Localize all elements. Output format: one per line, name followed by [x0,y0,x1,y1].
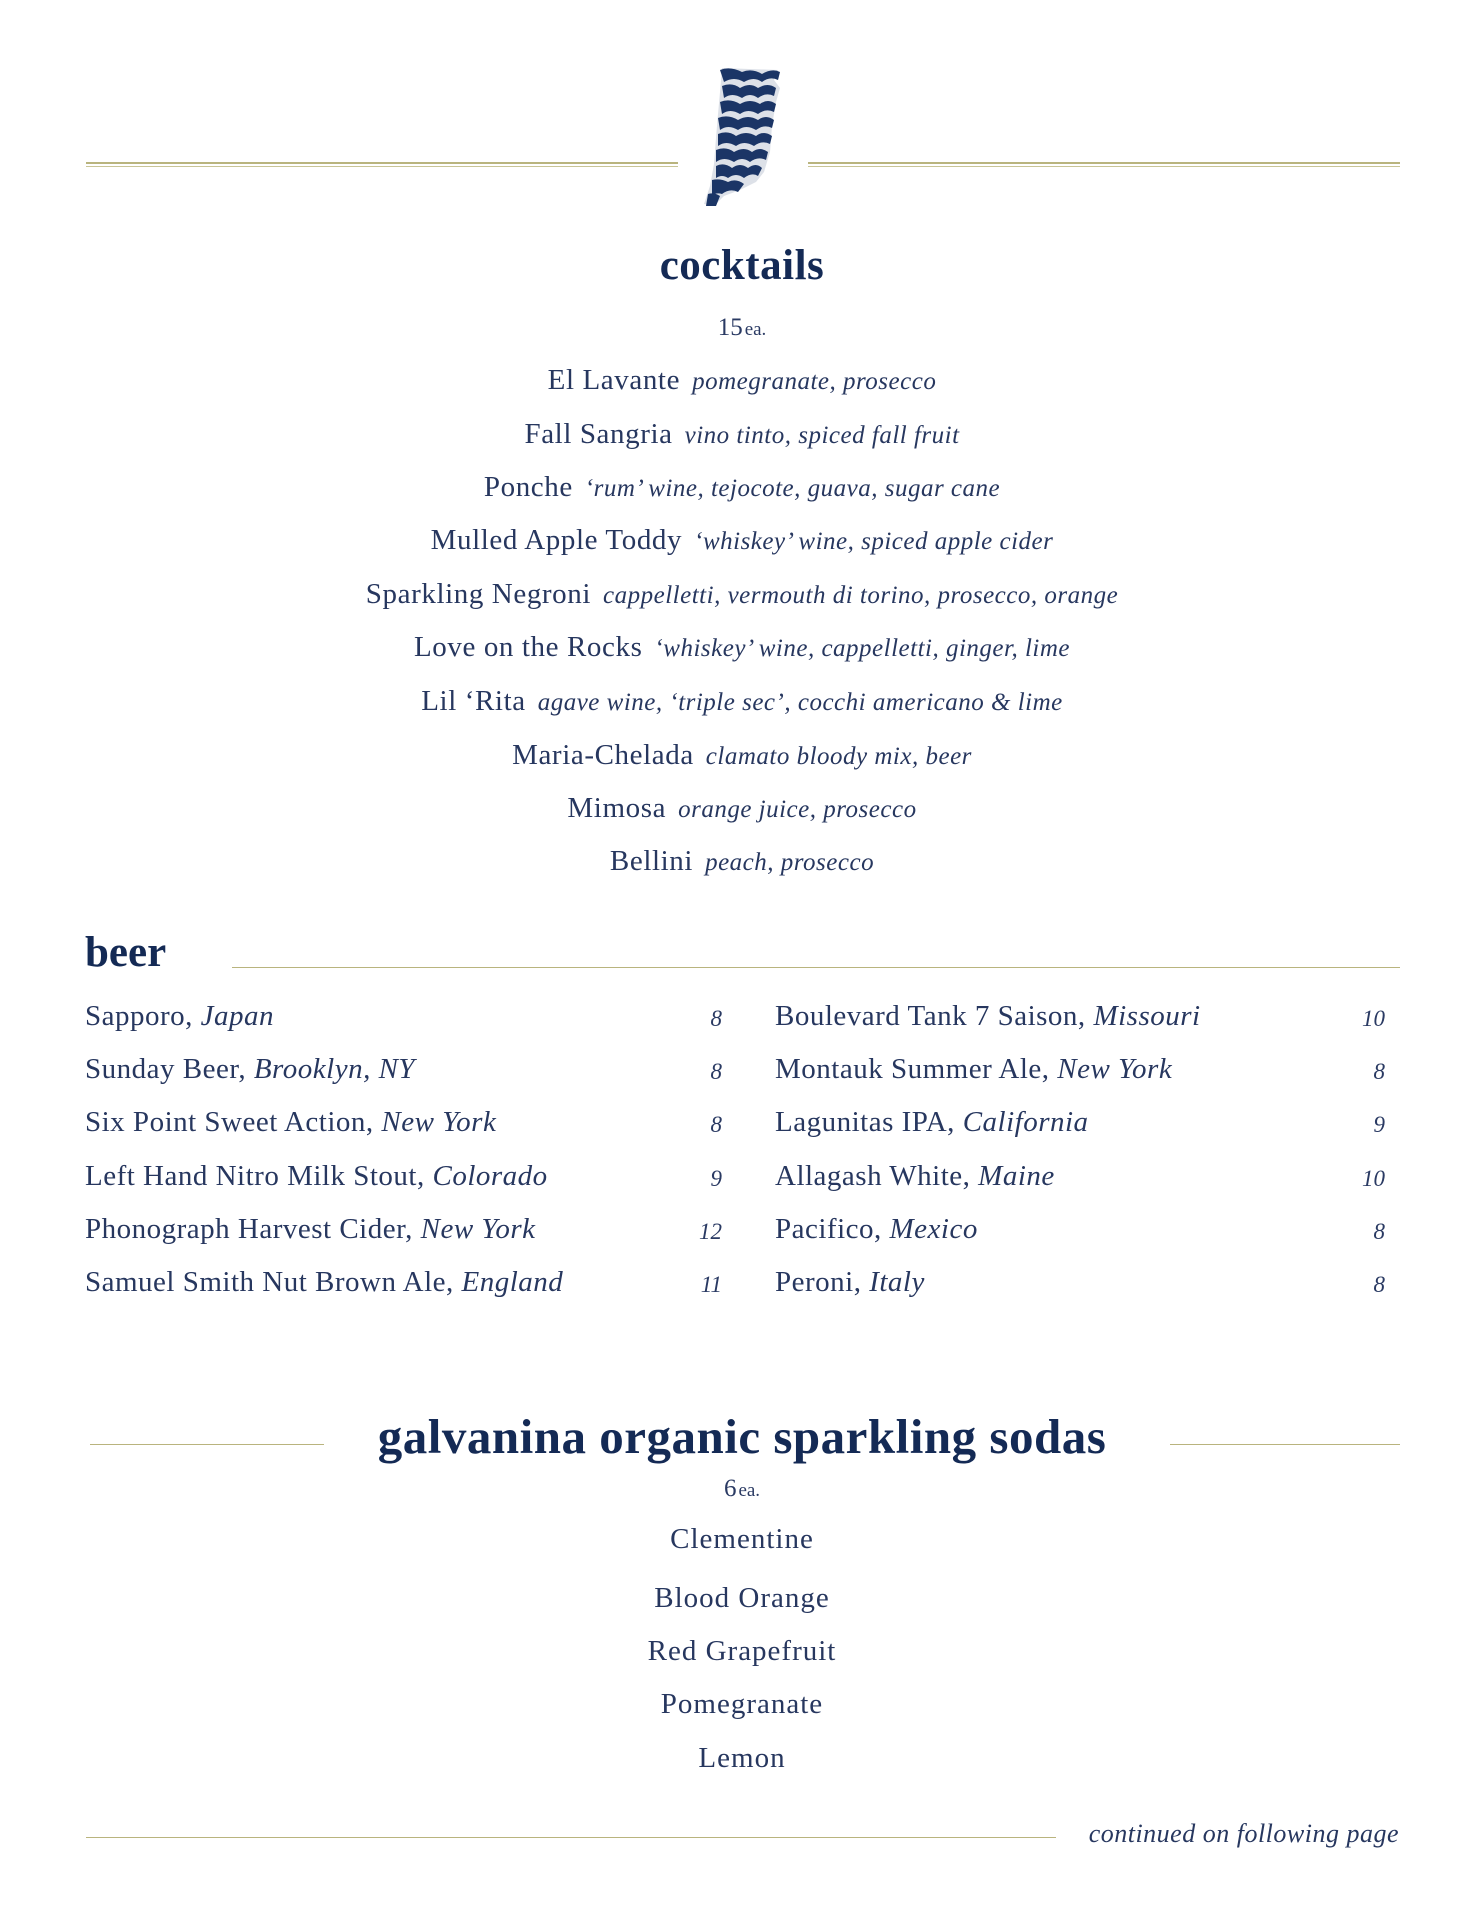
beer-origin: Italy [869,1266,925,1298]
sodas-price-value: 6 [723,1475,737,1502]
beer-price: 9 [710,1166,722,1191]
beer-origin: England [461,1266,564,1298]
cocktail-desc: cappelletti, vermouth di torino, prosecco, orange [603,582,1119,609]
beer-item [85,1213,536,1246]
beer-origin: New York [1057,1053,1173,1085]
beer-item [85,1160,548,1193]
beer-name: Samuel Smith Nut Brown Ale, [85,1266,462,1298]
sodas-heading: galvanina organic sparkling sodas [377,1409,1107,1464]
cocktail-name: Lil ‘Rita [421,685,526,717]
header-rule-left [86,162,678,167]
beer-price: 8 [710,1112,722,1137]
beer-price: 8 [1373,1059,1385,1084]
soda-item: Blood Orange [654,1582,830,1614]
beer-origin: Brooklyn, NY [253,1053,416,1085]
beer-name: Boulevard Tank 7 Saison, [775,1000,1094,1032]
soda-item: Red Grapefruit [647,1635,837,1667]
cocktails-price-value: 15 [717,314,743,341]
beer-name: Phonograph Harvest Cider, [85,1213,421,1245]
beer-name: Sunday Beer, [85,1053,254,1085]
soda-item: Pomegranate [660,1688,824,1720]
beer-name: Sapporo, [85,1000,201,1032]
cocktail-desc: agave wine, ‘triple sec’, cocchi americano & lime [537,689,1063,716]
beer-item [85,1106,496,1139]
beer-origin: Mexico [889,1213,978,1245]
beer-item [85,1266,563,1299]
cocktail-desc: vino tinto, spiced fall fruit [684,422,960,449]
cocktail-name: Love on the Rocks [413,631,643,663]
beer-price: 8 [1373,1219,1385,1244]
beer-item [775,1053,1172,1086]
sodas-price [0,1475,1484,1503]
cocktail-item [0,578,1484,611]
beer-name: Pacifico, [775,1213,890,1245]
cocktail-item [0,471,1484,504]
beer-price: 8 [710,1006,722,1031]
beer-name: Allagash White, [775,1160,979,1192]
cocktail-item [0,685,1484,718]
beer-price: 8 [1373,1272,1385,1297]
cocktail-desc: orange juice, prosecco [678,796,917,823]
beer-price: 12 [699,1219,722,1244]
beer-heading-rule [232,967,1400,968]
cocktail-desc: ‘whiskey’ wine, spiced apple cider [694,528,1054,555]
beer-origin: Missouri [1093,1000,1201,1032]
header-rule-right [808,162,1400,167]
beer-price: 9 [1373,1112,1385,1137]
beer-name: Lagunitas IPA, [775,1106,963,1138]
cocktails-heading: cocktails [659,242,825,289]
cocktail-name: El Lavante [547,364,681,396]
cocktail-name: Mulled Apple Toddy [430,524,683,556]
beer-item [775,1160,1055,1193]
beer-origin: Maine [978,1160,1055,1192]
cocktail-desc: peach, prosecco [705,849,875,876]
cocktail-desc: ‘whiskey’ wine, cappelletti, ginger, lime [654,635,1070,662]
cocktail-name: Ponche [483,471,573,503]
cocktail-desc: ‘rum’ wine, tejocote, guava, sugar cane [584,475,1001,502]
cocktail-name: Fall Sangria [524,418,673,450]
soda-item: Clementine [670,1523,814,1555]
soda-item: Lemon [698,1742,786,1774]
cocktail-item [0,524,1484,557]
cocktails-price-unit: ea. [744,319,767,340]
beer-origin: New York [381,1106,497,1138]
beer-price: 8 [710,1059,722,1084]
beer-item [85,1053,415,1086]
beer-name: Six Point Sweet Action, [85,1106,382,1138]
cocktails-price [0,314,1484,342]
fish-logo-icon [700,66,786,208]
beer-heading: beer [85,929,167,976]
cocktail-item [0,418,1484,451]
beer-item [775,1000,1201,1033]
cocktail-item [0,631,1484,664]
beer-origin: Colorado [432,1160,548,1192]
beer-item [775,1213,978,1246]
beer-origin: California [962,1106,1089,1138]
cocktail-item [0,845,1484,878]
cocktail-name: Mimosa [567,792,667,824]
footer-rule [86,1837,1056,1838]
beer-item [85,1000,274,1033]
cocktail-desc: pomegranate, prosecco [692,368,937,395]
beer-name: Peroni, [775,1266,870,1298]
beer-name: Left Hand Nitro Milk Stout, [85,1160,433,1192]
beer-name: Montauk Summer Ale, [775,1053,1058,1085]
cocktail-item [0,792,1484,825]
beer-price: 10 [1362,1006,1385,1031]
cocktail-item [0,739,1484,772]
beer-price: 11 [700,1272,722,1297]
beer-item [775,1106,1089,1139]
cocktail-name: Bellini [609,845,694,877]
beer-origin: New York [420,1213,536,1245]
cocktail-item [0,364,1484,397]
sodas-price-unit: ea. [738,1480,761,1501]
cocktail-name: Maria-Chelada [512,739,694,771]
cocktail-name: Sparkling Negroni [365,578,592,610]
beer-price: 10 [1362,1166,1385,1191]
cocktail-desc: clamato bloody mix, beer [705,743,972,770]
beer-origin: Japan [200,1000,275,1032]
continued-note: continued on following page [1088,1819,1399,1848]
beer-item [775,1266,925,1299]
